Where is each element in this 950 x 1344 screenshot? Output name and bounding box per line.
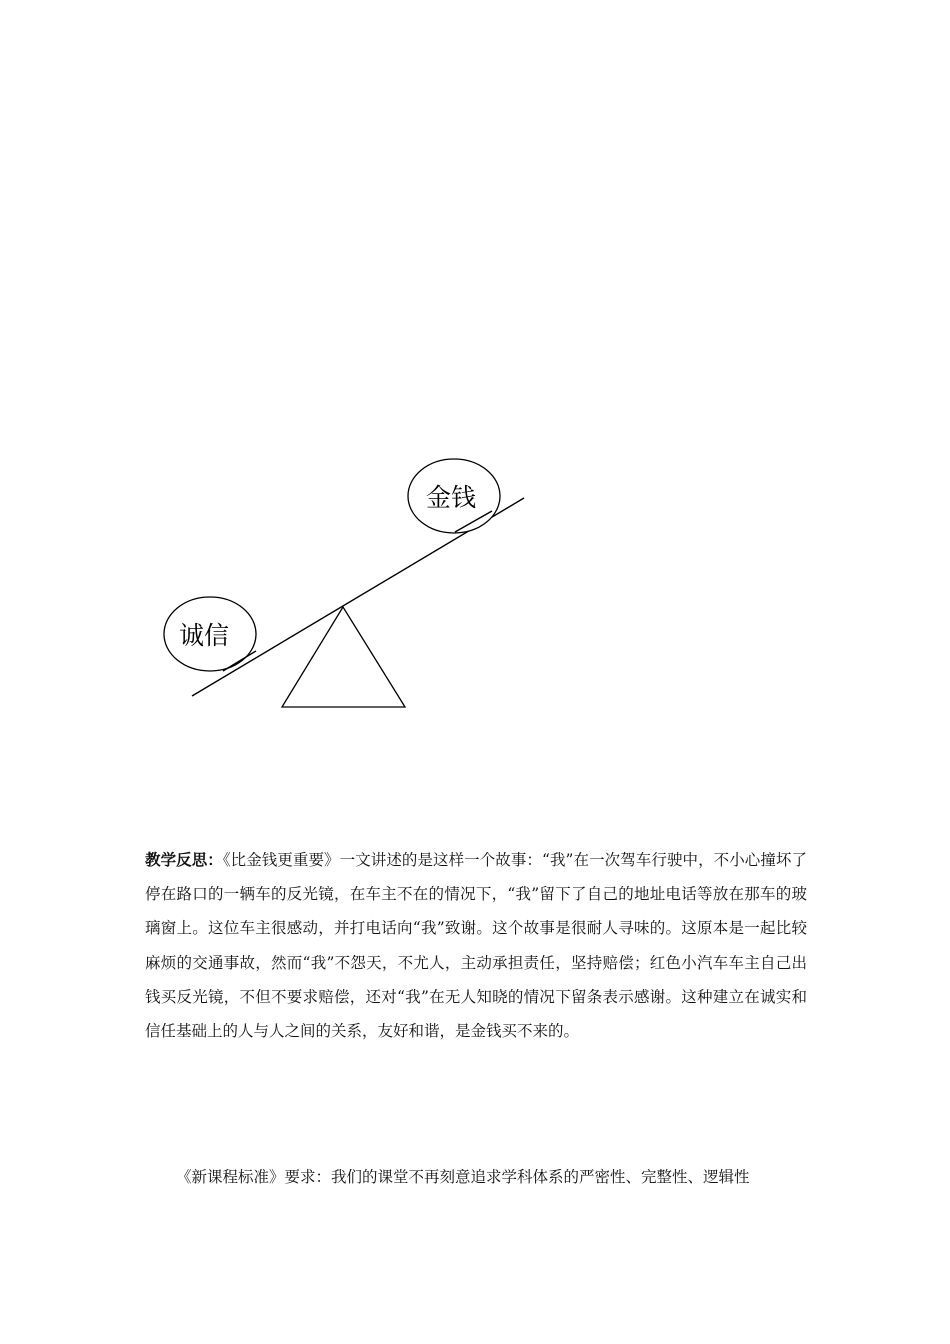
money-label: 金钱 bbox=[425, 483, 477, 512]
honesty-label: 诚信 bbox=[178, 621, 230, 650]
reflection-body: 《比金钱更重要》一文讲述的是这样一个故事：“我”在一次驾车行驶中，不小心撞坏了停在路口的一辆车的反光镜，在车主不在的情况下，“我”留下了自己的地址电话等放在那车的玻璃窗上。这位车主很感动，并打电话向“我”致谢。这个故事是很耐人寻味的。这原本是一起比较麻烦的交通事故，然而“我”不怨天，不尤人，主动承担责任，坚持赔偿；红色小汽车车主自己出钱买反光镜，不但不要求赔偿，还对“我”在无人知晓的情况下留条表示感谢。这种建立在诚实和信任基础上的人与人之间的关系，友好和谐，是金钱买不来的。 bbox=[145, 851, 807, 1041]
fulcrum-triangle bbox=[282, 607, 405, 707]
reflection-heading: 教学反思： bbox=[145, 850, 223, 869]
curriculum-paragraph: 《新课程标准》要求：我们的课堂不再刻意追求学科体系的严密性、完整性、逻辑性 bbox=[176, 1168, 750, 1186]
reflection-paragraph bbox=[145, 843, 807, 1048]
